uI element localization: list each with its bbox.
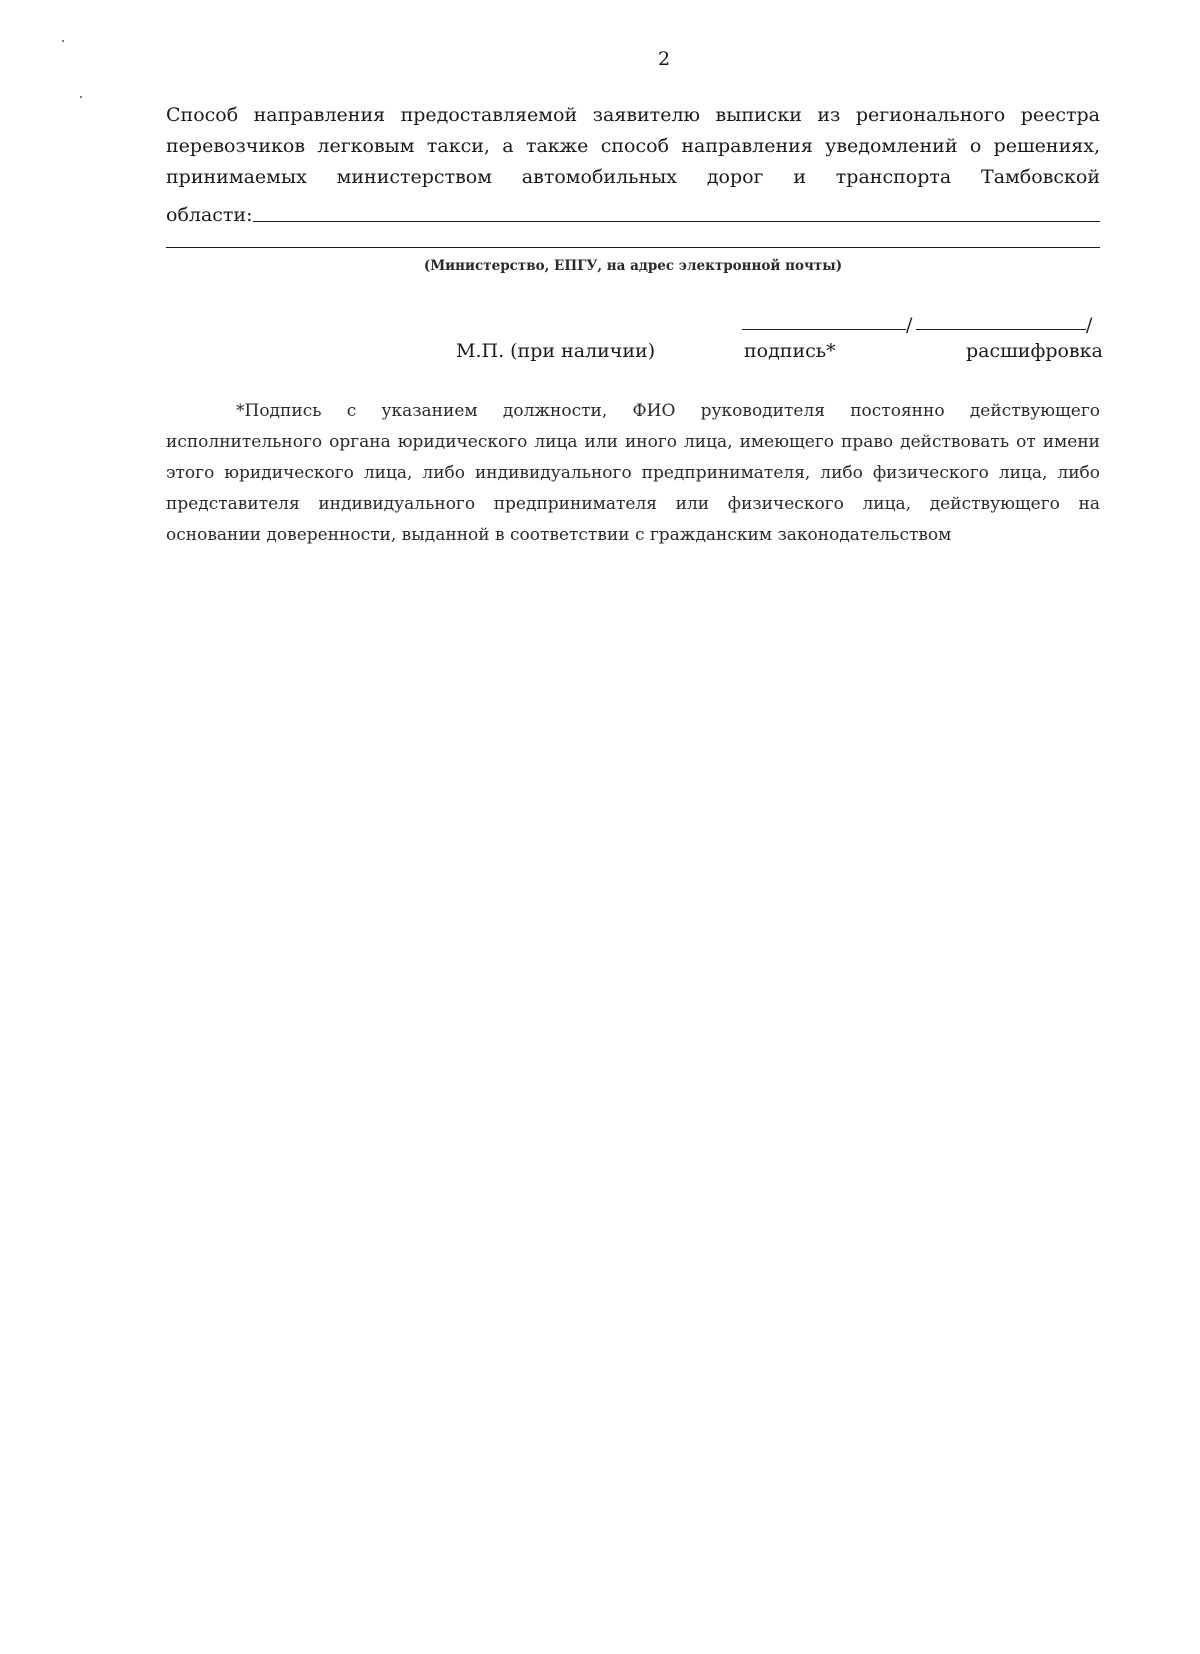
paragraph-line: Способ направления предоставляемой заявителю выписки из регионального реестра [166, 104, 1100, 126]
signature-footnote [166, 396, 1100, 551]
paragraph-line: принимаемых министерством автомобильных дорог и транспорта Тамбовской [166, 166, 1100, 188]
delivery-method-paragraph [166, 100, 1100, 193]
page-number: 2 [657, 48, 671, 70]
signature-separator: / [906, 314, 913, 336]
stamp-label: М.П. (при наличии) [456, 340, 656, 362]
decoding-field[interactable] [916, 329, 1086, 330]
scan-speck [62, 40, 64, 42]
footnote-line: этого юридического лица, либо индивидуального предпринимателя, либо физического лица, либо [166, 463, 1100, 483]
field-hint: (Министерство, ЕПГУ, на адрес электронной почты) [423, 258, 843, 274]
signature-lines [742, 306, 1102, 336]
signature-label: подпись* [744, 340, 836, 362]
signature-field[interactable] [742, 329, 906, 330]
delivery-method-field-continuation[interactable] [166, 247, 1100, 248]
footnote-line: исполнительного органа юридического лица или иного лица, имеющего право действовать от имени [166, 432, 1100, 452]
decoding-label: расшифровка [966, 340, 1103, 362]
footnote-line: *Подпись с указанием должности, ФИО руководителя постоянно действующего [236, 401, 1100, 421]
field-label: области: [166, 204, 253, 226]
delivery-method-field-row [166, 195, 1100, 226]
footnote-line: представителя индивидуального предпринимателя или физического лица, действующего на [166, 494, 1100, 514]
scan-speck [80, 96, 82, 98]
paragraph-line: перевозчиков легковым такси, а также способ направления уведомлений о решениях, [166, 135, 1100, 157]
decoding-separator: / [1086, 314, 1093, 336]
delivery-method-field[interactable] [253, 201, 1101, 222]
footnote-line: основании доверенности, выданной в соответствии с гражданским законодательством [166, 525, 952, 545]
